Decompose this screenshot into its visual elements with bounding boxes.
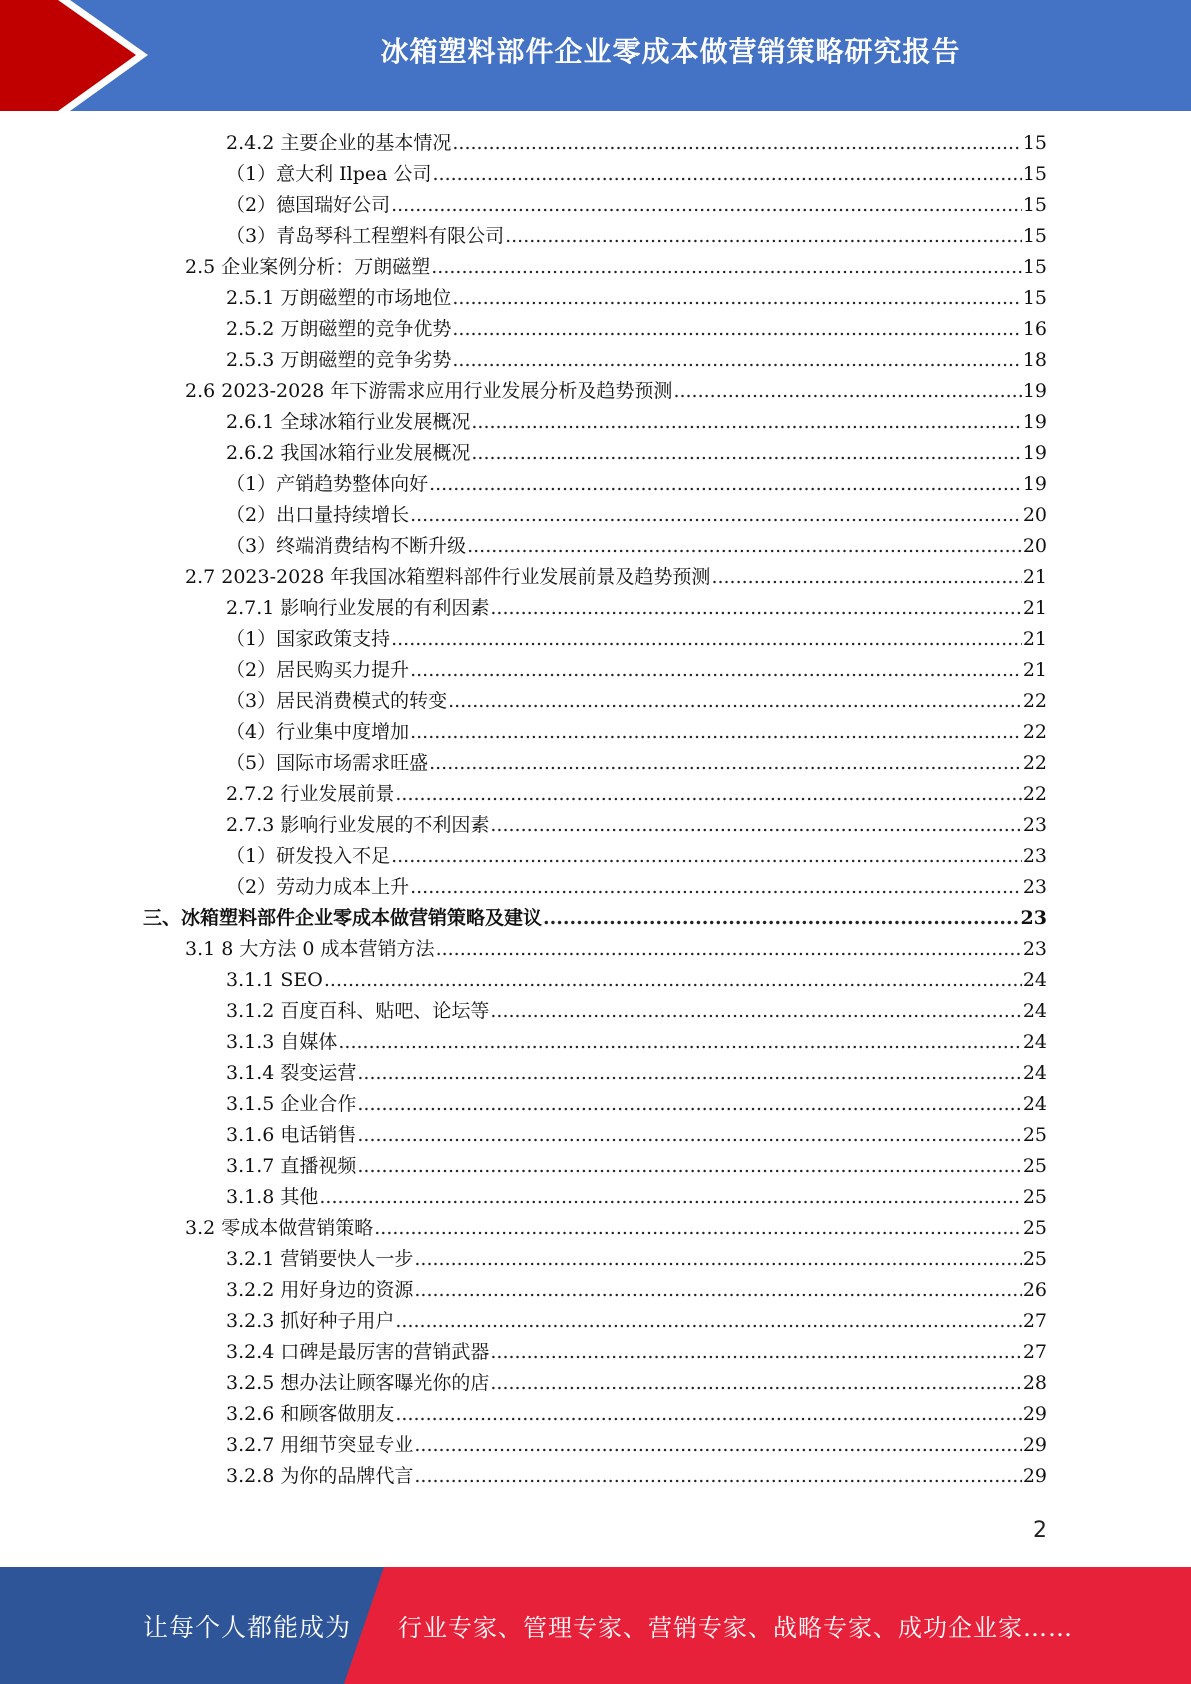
toc-entry-page: 22 xyxy=(1022,783,1047,805)
toc-leader-dots xyxy=(490,1337,1021,1368)
toc-entry-title: （3）终端消费结构不断升级 xyxy=(226,535,467,557)
toc-entry[interactable] xyxy=(226,810,1047,841)
toc-chapter-entry[interactable] xyxy=(143,903,1047,934)
toc-entry[interactable] xyxy=(226,1058,1047,1089)
toc-entry-page: 25 xyxy=(1022,1217,1047,1239)
toc-entry-page: 29 xyxy=(1022,1403,1047,1425)
toc-entry-title: 3.1.7 直播视频 xyxy=(226,1155,357,1177)
toc-leader-dots xyxy=(452,314,1021,345)
toc-entry-page: 24 xyxy=(1022,1031,1047,1053)
toc-entry-title: 2.6 2023-2028 年下游需求应用行业发展分析及趋势预测 xyxy=(185,380,673,402)
toc-leader-dots xyxy=(505,221,1022,252)
toc-entry-title: 3.2.4 口碑是最厉害的营销武器 xyxy=(226,1341,490,1363)
footer-slogan-left: 让每个人都能成为 xyxy=(143,1612,352,1642)
toc-leader-dots xyxy=(414,1430,1021,1461)
toc-entry-title: 2.7.2 行业发展前景 xyxy=(226,783,395,805)
toc-entry-page: 27 xyxy=(1022,1341,1047,1363)
toc-leader-dots xyxy=(490,996,1021,1027)
toc-entry-page: 15 xyxy=(1022,287,1047,309)
toc-entry[interactable] xyxy=(226,1182,1047,1213)
toc-entry-page: 23 xyxy=(1022,845,1047,867)
toc-entry[interactable] xyxy=(226,469,1047,500)
toc-entry[interactable] xyxy=(226,655,1047,686)
toc-entry-page: 26 xyxy=(1022,1279,1047,1301)
toc-entry-title: 3.1.3 自媒体 xyxy=(226,1031,338,1053)
toc-entry-page: 19 xyxy=(1022,442,1047,464)
toc-leader-dots xyxy=(436,934,1022,965)
toc-entry-title: （1）研发投入不足 xyxy=(226,845,391,867)
toc-leader-dots xyxy=(357,1120,1021,1151)
toc-entry[interactable] xyxy=(226,748,1047,779)
toc-entry-title: （2）出口量持续增长 xyxy=(226,504,410,526)
toc-leader-dots xyxy=(391,624,1022,655)
toc-leader-dots xyxy=(391,190,1022,221)
toc-entry-page: 20 xyxy=(1022,504,1047,526)
toc-leader-dots xyxy=(452,345,1021,376)
toc-leader-dots xyxy=(357,1058,1021,1089)
toc-entry-title: 2.7 2023-2028 年我国冰箱塑料部件行业发展前景及趋势预测 xyxy=(185,566,711,588)
toc-entry[interactable] xyxy=(226,314,1047,345)
toc-entry[interactable] xyxy=(226,283,1047,314)
toc-entry-title: 3.2.7 用细节突显专业 xyxy=(226,1434,414,1456)
toc-entry[interactable] xyxy=(226,1430,1047,1461)
page-number: 2 xyxy=(1033,1518,1047,1543)
toc-entry[interactable] xyxy=(226,1089,1047,1120)
toc-entry[interactable] xyxy=(226,1244,1047,1275)
toc-entry-title: 3.2.6 和顾客做朋友 xyxy=(226,1403,395,1425)
toc-entry-title: （3）居民消费模式的转变 xyxy=(226,690,448,712)
toc-leader-dots xyxy=(452,283,1021,314)
toc-entry[interactable] xyxy=(226,1337,1047,1368)
toc-leader-dots xyxy=(431,252,1022,283)
toc-leader-dots xyxy=(410,717,1022,748)
toc-entry-page: 25 xyxy=(1022,1124,1047,1146)
toc-leader-dots xyxy=(357,1089,1021,1120)
toc-entry-title: 3.2 零成本做营销策略 xyxy=(185,1217,374,1239)
toc-entry-title: 3.1 8 大方法 0 成本营销方法 xyxy=(185,938,435,960)
toc-entry[interactable] xyxy=(226,717,1047,748)
toc-entry-title: （3）青岛琴科工程塑料有限公司 xyxy=(226,225,505,247)
toc-entry[interactable] xyxy=(226,872,1047,903)
toc-leader-dots xyxy=(414,1461,1021,1492)
toc-leader-dots xyxy=(374,1213,1022,1244)
toc-entry-title: 3.2.3 抓好种子用户 xyxy=(226,1310,395,1332)
toc-entry-title: 2.4.2 主要企业的基本情况 xyxy=(226,132,452,154)
toc-entry-page: 24 xyxy=(1022,1000,1047,1022)
toc-leader-dots xyxy=(319,1182,1021,1213)
toc-entry-page: 29 xyxy=(1022,1434,1047,1456)
toc-entry[interactable] xyxy=(226,438,1047,469)
toc-entry-page: 21 xyxy=(1022,628,1047,650)
toc-entry-page: 27 xyxy=(1022,1310,1047,1332)
toc-entry-page: 19 xyxy=(1022,380,1047,402)
toc-entry-title: 3.1.2 百度百科、贴吧、论坛等 xyxy=(226,1000,490,1022)
toc-entry-page: 18 xyxy=(1022,349,1047,371)
toc-entry-title: 2.5.3 万朗磁塑的竞争劣势 xyxy=(226,349,452,371)
toc-entry-title: （1）产销趋势整体向好 xyxy=(226,473,429,495)
toc-entry[interactable] xyxy=(226,345,1047,376)
toc-entry[interactable] xyxy=(226,593,1047,624)
toc-leader-dots xyxy=(414,1275,1021,1306)
toc-entry-page: 23 xyxy=(1020,907,1047,929)
toc-leader-dots xyxy=(391,841,1022,872)
toc-entry[interactable] xyxy=(226,686,1047,717)
toc-entry-page: 25 xyxy=(1022,1186,1047,1208)
toc-entry[interactable] xyxy=(226,1120,1047,1151)
toc-leader-dots xyxy=(471,407,1021,438)
page-footer xyxy=(0,1567,1191,1684)
toc-entry-page: 23 xyxy=(1022,938,1047,960)
toc-leader-dots xyxy=(467,531,1022,562)
toc-entry-page: 25 xyxy=(1022,1248,1047,1270)
toc-leader-dots xyxy=(543,903,1020,934)
toc-entry-title: 三、冰箱塑料部件企业零成本做营销策略及建议 xyxy=(143,907,543,929)
toc-entry-title: 2.5.2 万朗磁塑的竞争优势 xyxy=(226,318,452,340)
toc-entry-page: 21 xyxy=(1022,597,1047,619)
toc-entry-page: 24 xyxy=(1022,1062,1047,1084)
toc-entry-page: 22 xyxy=(1022,721,1047,743)
toc-entry-title: 3.1.6 电话销售 xyxy=(226,1124,357,1146)
toc-entry[interactable] xyxy=(185,252,1047,283)
toc-leader-dots xyxy=(490,593,1021,624)
toc-entry-title: 3.2.2 用好身边的资源 xyxy=(226,1279,414,1301)
toc-leader-dots xyxy=(395,1306,1021,1337)
toc-entry-page: 23 xyxy=(1022,814,1047,836)
toc-leader-dots xyxy=(673,376,1021,407)
toc-entry-title: （2）居民购买力提升 xyxy=(226,659,410,681)
header-arrow-decoration xyxy=(0,0,160,111)
toc-entry[interactable] xyxy=(185,934,1047,965)
toc-entry[interactable] xyxy=(226,407,1047,438)
toc-entry[interactable] xyxy=(226,1306,1047,1337)
toc-entry-page: 24 xyxy=(1022,969,1047,991)
toc-entry-title: 2.7.1 影响行业发展的有利因素 xyxy=(226,597,490,619)
toc-entry[interactable] xyxy=(226,190,1047,221)
toc-entry[interactable] xyxy=(226,965,1047,996)
toc-entry-title: 2.6.1 全球冰箱行业发展概况 xyxy=(226,411,471,433)
toc-entry-page: 24 xyxy=(1022,1093,1047,1115)
toc-entry-page: 21 xyxy=(1022,659,1047,681)
toc-leader-dots xyxy=(324,965,1022,996)
toc-leader-dots xyxy=(490,810,1021,841)
toc-entry[interactable] xyxy=(226,1399,1047,1430)
toc-entry-page: 15 xyxy=(1022,225,1047,247)
toc-entry-title: （4）行业集中度增加 xyxy=(226,721,410,743)
toc-entry-page: 29 xyxy=(1022,1465,1047,1487)
toc-leader-dots xyxy=(448,686,1022,717)
toc-entry-title: （2）德国瑞好公司 xyxy=(226,194,391,216)
toc-leader-dots xyxy=(410,655,1022,686)
toc-entry[interactable] xyxy=(185,376,1047,407)
toc-entry-title: （5）国际市场需求旺盛 xyxy=(226,752,429,774)
toc-leader-dots xyxy=(338,1027,1021,1058)
toc-entry-page: 15 xyxy=(1022,256,1047,278)
toc-leader-dots xyxy=(452,128,1021,159)
toc-entry-page: 28 xyxy=(1022,1372,1047,1394)
toc-entry[interactable] xyxy=(226,996,1047,1027)
toc-leader-dots xyxy=(471,438,1021,469)
toc-entry-title: 2.5.1 万朗磁塑的市场地位 xyxy=(226,287,452,309)
toc-entry[interactable] xyxy=(226,779,1047,810)
toc-entry[interactable] xyxy=(226,1151,1047,1182)
toc-entry[interactable] xyxy=(226,221,1047,252)
toc-entry-title: 3.1.5 企业合作 xyxy=(226,1093,357,1115)
toc-entry-page: 15 xyxy=(1022,163,1047,185)
toc-entry-page: 15 xyxy=(1022,194,1047,216)
toc-entry-page: 23 xyxy=(1022,876,1047,898)
toc-entry-title: 3.2.1 营销要快人一步 xyxy=(226,1248,414,1270)
footer-slogan-right: 行业专家、管理专家、营销专家、战略专家、成功企业家…… xyxy=(398,1614,1073,1642)
toc-leader-dots xyxy=(414,1244,1021,1275)
toc-entry[interactable] xyxy=(226,531,1047,562)
toc-entry-title: 2.6.2 我国冰箱行业发展概况 xyxy=(226,442,471,464)
toc-entry-title: （2）劳动力成本上升 xyxy=(226,876,410,898)
toc-entry-title: 2.7.3 影响行业发展的不利因素 xyxy=(226,814,490,836)
toc-leader-dots xyxy=(429,748,1022,779)
toc-entry[interactable] xyxy=(185,562,1047,593)
toc-entry-page: 16 xyxy=(1022,318,1047,340)
toc-entry-title: 2.5 企业案例分析：万朗磁塑 xyxy=(185,256,431,278)
toc-entry-page: 21 xyxy=(1022,566,1047,588)
toc-entry-title: （1）意大利 Ilpea 公司 xyxy=(226,163,432,185)
toc-entry[interactable] xyxy=(226,1275,1047,1306)
toc-entry[interactable] xyxy=(226,841,1047,872)
toc-entry[interactable] xyxy=(226,500,1047,531)
toc-entry[interactable] xyxy=(226,1368,1047,1399)
toc-leader-dots xyxy=(429,469,1022,500)
toc-leader-dots xyxy=(410,500,1022,531)
toc-leader-dots xyxy=(711,562,1021,593)
toc-entry-title: 3.2.5 想办法让顾客曝光你的店 xyxy=(226,1372,490,1394)
toc-entry-page: 20 xyxy=(1022,535,1047,557)
toc-entry[interactable] xyxy=(226,159,1047,190)
toc-entry-page: 15 xyxy=(1022,132,1047,154)
toc-entry[interactable] xyxy=(226,128,1047,159)
toc-leader-dots xyxy=(395,1399,1021,1430)
toc-entry-title: （1）国家政策支持 xyxy=(226,628,391,650)
toc-leader-dots xyxy=(432,159,1021,190)
toc-entry-title: 3.1.8 其他 xyxy=(226,1186,319,1208)
toc-entry-title: 3.1.4 裂变运营 xyxy=(226,1062,357,1084)
toc-leader-dots xyxy=(490,1368,1021,1399)
toc-entry-title: 3.2.8 为你的品牌代言 xyxy=(226,1465,414,1487)
toc-entry[interactable] xyxy=(226,1027,1047,1058)
toc-leader-dots xyxy=(410,872,1022,903)
toc-entry[interactable] xyxy=(185,1213,1047,1244)
toc-entry-page: 25 xyxy=(1022,1155,1047,1177)
toc-entry-page: 22 xyxy=(1022,752,1047,774)
toc-entry-title: 3.1.1 SEO xyxy=(226,969,323,991)
toc-leader-dots xyxy=(357,1151,1021,1182)
header-title: 冰箱塑料部件企业零成本做营销策略研究报告 xyxy=(380,35,961,68)
toc-entry[interactable] xyxy=(226,1461,1047,1492)
toc-leader-dots xyxy=(395,779,1021,810)
toc-entry-page: 19 xyxy=(1022,473,1047,495)
page-header xyxy=(0,0,1191,111)
toc-entry-page: 19 xyxy=(1022,411,1047,433)
toc-entry-page: 22 xyxy=(1022,690,1047,712)
toc-entry[interactable] xyxy=(226,624,1047,655)
